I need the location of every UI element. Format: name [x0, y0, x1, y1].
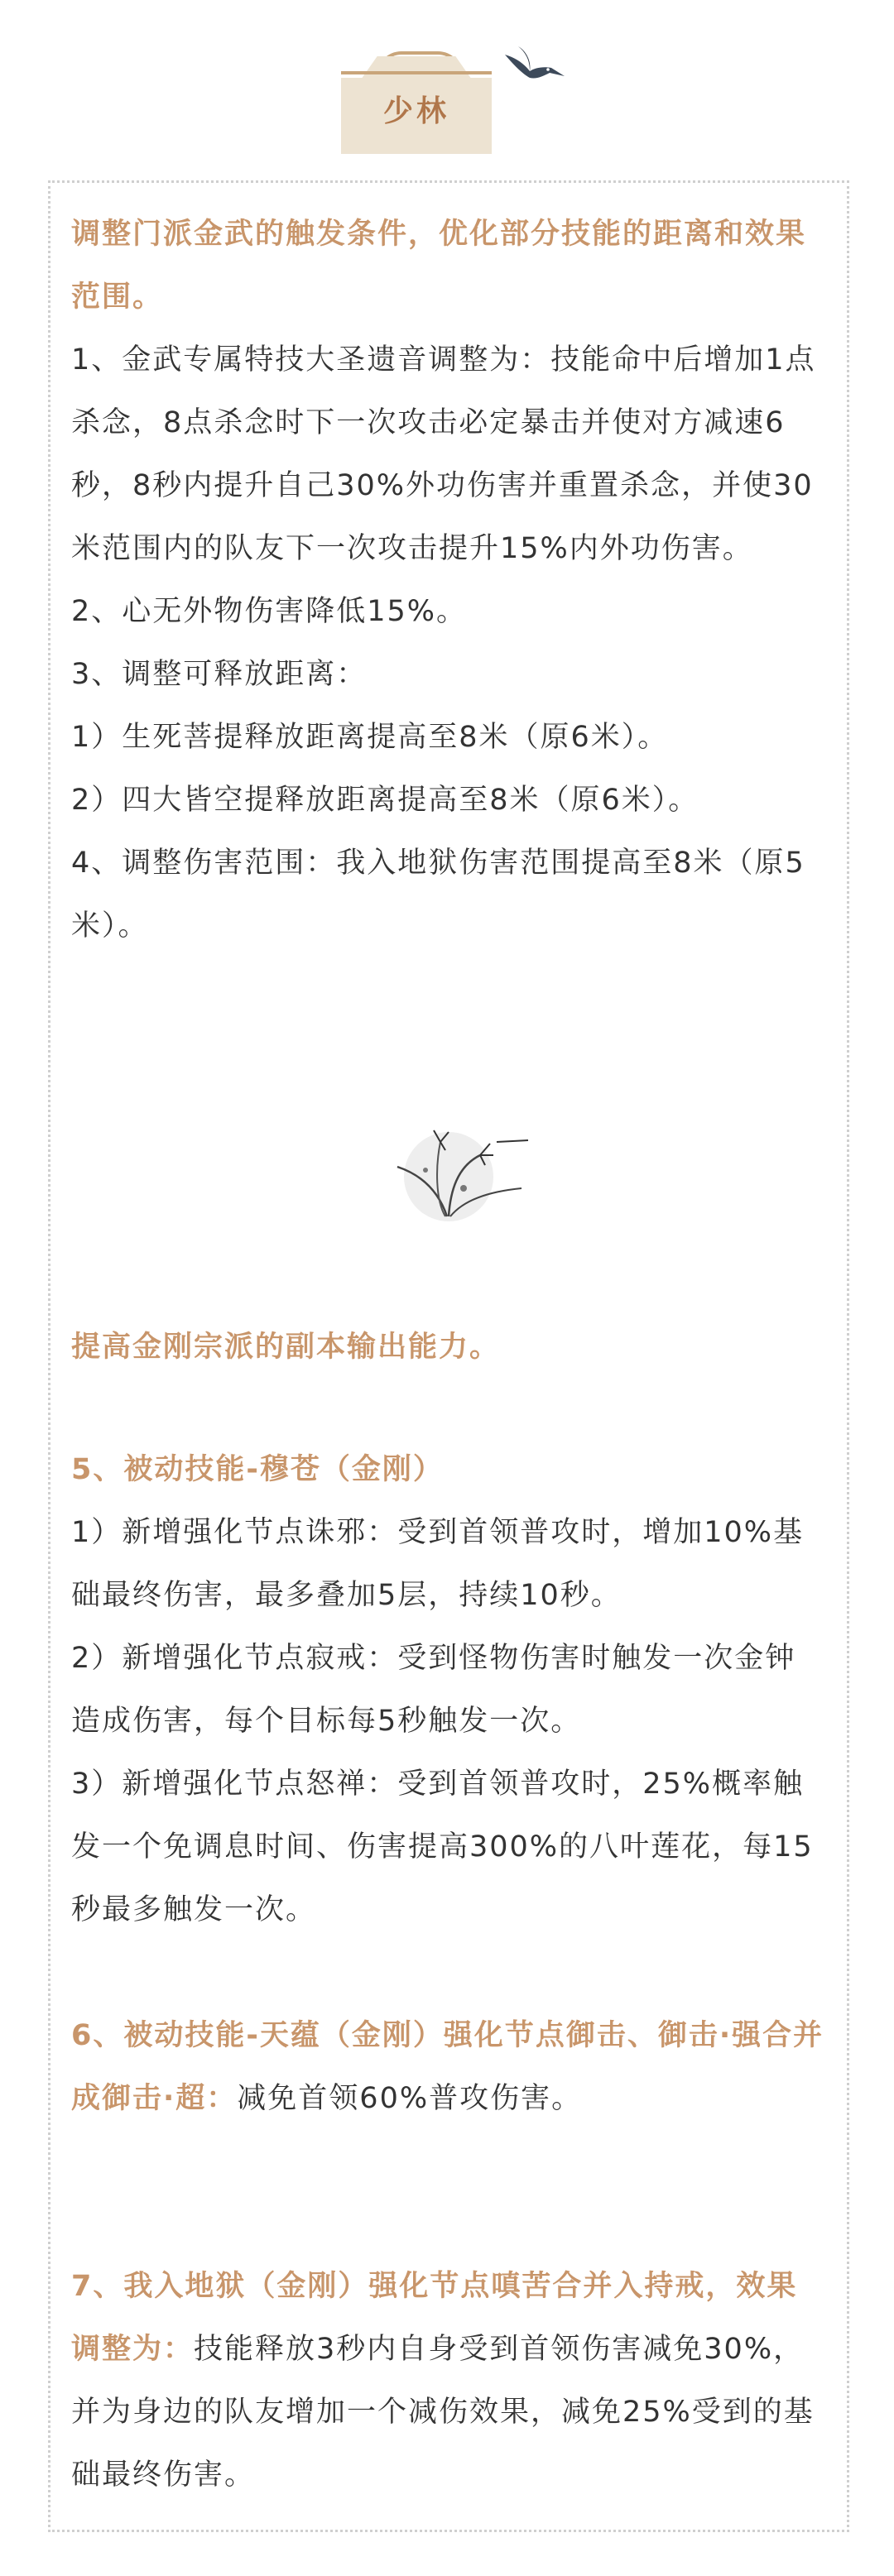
orchid-divider: [389, 1109, 538, 1241]
section-4-heading: 7、我入地狱（金刚）强化节点嗔苦合并入持戒，效果调整为：: [71, 2270, 798, 2366]
list-item: 1）新增强化节点诛邪：受到首领普攻时，增加10%基础最终伤害，最多叠加5层，持续10秒。: [71, 1516, 805, 1612]
list-item: 2）新增强化节点寂戒：受到怪物伤害时触发一次金钟造成伤害，每个目标每5秒触发一次。: [71, 1642, 796, 1738]
section-4: [71, 2255, 826, 2506]
section-1-heading: 调整门派金武的触发条件，优化部分技能的距离和效果范围。: [71, 218, 807, 314]
section-2-heading: 提高金刚宗派的副本输出能力。: [71, 1331, 501, 1364]
header: [0, 0, 894, 165]
section-3-heading: 6、被动技能-天蕴（金刚）强化节点御击、御击·强合并成御击·超：: [71, 2019, 824, 2115]
list-item: 1、金武专属特技大圣遗音调整为：技能命中后增加1点杀念，8点杀念时下一次攻击必定暴击并使对方减速6秒，8秒内提升自己30%外功伤害并重置杀念，并使30米范围内的队友下一次攻击提升15%内外功伤害。: [71, 343, 816, 565]
list-item: 3、调整可释放距离：: [71, 658, 368, 691]
section-3: [71, 2004, 826, 2130]
list-item: 3）新增强化节点怒禅：受到首领普攻时，25%概率触发一个免调息时间、伤害提高300%的八叶莲花，每15秒最多触发一次。: [71, 1768, 814, 1926]
page-title: 少林: [382, 94, 449, 128]
section-4-body: 技能释放3秒内自身受到首领伤害减免30%，并为身边的队友增加一个减伤效果，减免25%受到的基础最终伤害。: [71, 2333, 815, 2492]
orchid-icon: [389, 1109, 538, 1241]
section-2: [71, 1316, 826, 1379]
section-1: [71, 203, 826, 957]
badge-line: [341, 71, 492, 74]
list-item: 2、心无外物伤害降低15%。: [71, 595, 468, 628]
section-2-body: [71, 1438, 826, 1941]
list-item: 4、调整伤害范围：我入地狱伤害范围提高至8米（原5米）。: [71, 847, 805, 943]
swallow-icon: [502, 43, 568, 93]
list-item: 1）生死菩提释放距离提高至8米（原6米）。: [71, 721, 669, 754]
section-3-body: 减免首领60%普攻伤害。: [237, 2082, 583, 2115]
list-item: 2）四大皆空提释放距离提高至8米（原6米）。: [71, 784, 699, 817]
section-4-paragraph: [71, 2255, 826, 2506]
section-2-subheading: 5、被动技能-穆苍（金刚）: [71, 1453, 444, 1486]
section-3-paragraph: [71, 2004, 826, 2130]
